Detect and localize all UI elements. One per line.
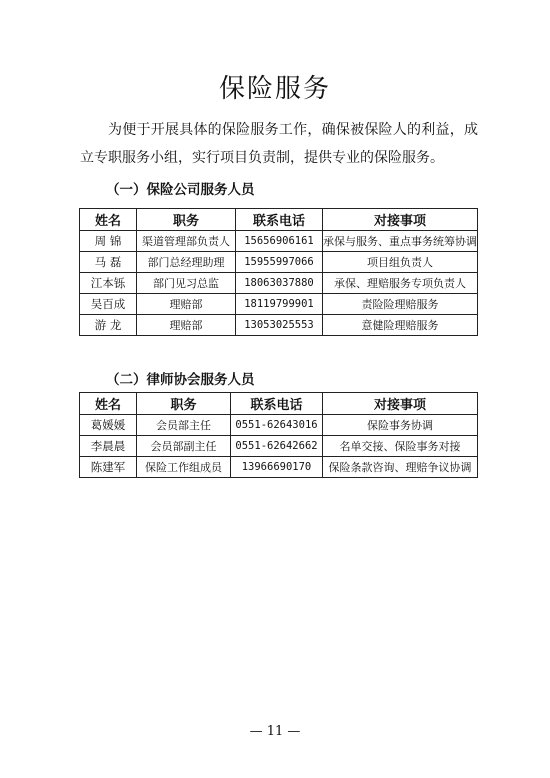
table-row xyxy=(80,273,478,294)
table-row xyxy=(80,231,478,252)
table-row xyxy=(80,457,478,478)
column-header-responsibility: 对接事项 xyxy=(323,209,478,231)
staff-position: 部门见习总监 xyxy=(137,273,236,294)
table-row xyxy=(80,294,478,315)
page-title: 保险服务 xyxy=(218,74,331,104)
column-header-phone: 联系电话 xyxy=(231,393,323,415)
staff-name: 李晨晨 xyxy=(80,436,137,457)
staff-phone: 15656906161 xyxy=(236,231,323,252)
staff-phone: 0551-62643016 xyxy=(231,415,323,436)
table-header-row xyxy=(80,393,478,415)
staff-name: 葛媛媛 xyxy=(80,415,137,436)
staff-phone: 0551-62642662 xyxy=(231,436,323,457)
staff-responsibility: 承保、理赔服务专项负责人 xyxy=(323,273,478,294)
column-header-position: 职务 xyxy=(137,209,236,231)
table-row xyxy=(80,436,478,457)
staff-phone: 18063037880 xyxy=(236,273,323,294)
page-number: — 11 — xyxy=(249,724,301,739)
table-row xyxy=(80,252,478,273)
column-header-phone: 联系电话 xyxy=(236,209,323,231)
staff-name: 马 磊 xyxy=(80,252,137,273)
staff-responsibility: 项目组负责人 xyxy=(323,252,478,273)
staff-name: 游 龙 xyxy=(80,315,137,336)
staff-position: 理赔部 xyxy=(137,315,236,336)
staff-responsibility: 意健险理赔服务 xyxy=(323,315,478,336)
table-row xyxy=(80,315,478,336)
staff-position: 部门总经理助理 xyxy=(137,252,236,273)
intro-paragraph: 为便于开展具体的保险服务工作，确保被保险人的利益，成立专职服务小组，实行项目负责制，提供专业的保险服务。 xyxy=(80,122,478,166)
column-header-responsibility: 对接事项 xyxy=(323,393,478,415)
column-header-position: 职务 xyxy=(137,393,231,415)
staff-name: 吴百成 xyxy=(80,294,137,315)
section-heading-lawyers-association: （二）律师协会服务人员 xyxy=(106,372,255,388)
column-header-name: 姓名 xyxy=(80,393,137,415)
table-row xyxy=(80,415,478,436)
staff-position: 保险工作组成员 xyxy=(137,457,231,478)
staff-responsibility: 保险事务协调 xyxy=(323,415,478,436)
staff-position: 会员部副主任 xyxy=(137,436,231,457)
staff-position: 渠道管理部负责人 xyxy=(137,231,236,252)
staff-phone: 15955997066 xyxy=(236,252,323,273)
staff-phone: 18119799901 xyxy=(236,294,323,315)
staff-responsibility: 名单交接、保险事务对接 xyxy=(323,436,478,457)
column-header-name: 姓名 xyxy=(80,209,137,231)
staff-responsibility: 保险条款咨询、理赔争议协调 xyxy=(323,457,478,478)
section-heading-insurer: （一）保险公司服务人员 xyxy=(106,182,255,198)
staff-phone: 13053025553 xyxy=(236,315,323,336)
staff-name: 周 锦 xyxy=(80,231,137,252)
staff-position: 会员部主任 xyxy=(137,415,231,436)
staff-name: 江本铄 xyxy=(80,273,137,294)
table-header-row xyxy=(80,209,478,231)
insurer-staff-table xyxy=(79,208,478,336)
staff-responsibility: 责险险理赔服务 xyxy=(323,294,478,315)
staff-position: 理赔部 xyxy=(137,294,236,315)
staff-name: 陈建军 xyxy=(80,457,137,478)
staff-responsibility: 承保与服务、重点事务统筹协调 xyxy=(323,231,478,252)
lawyers-association-staff-table xyxy=(79,392,478,478)
staff-phone: 13966690170 xyxy=(231,457,323,478)
